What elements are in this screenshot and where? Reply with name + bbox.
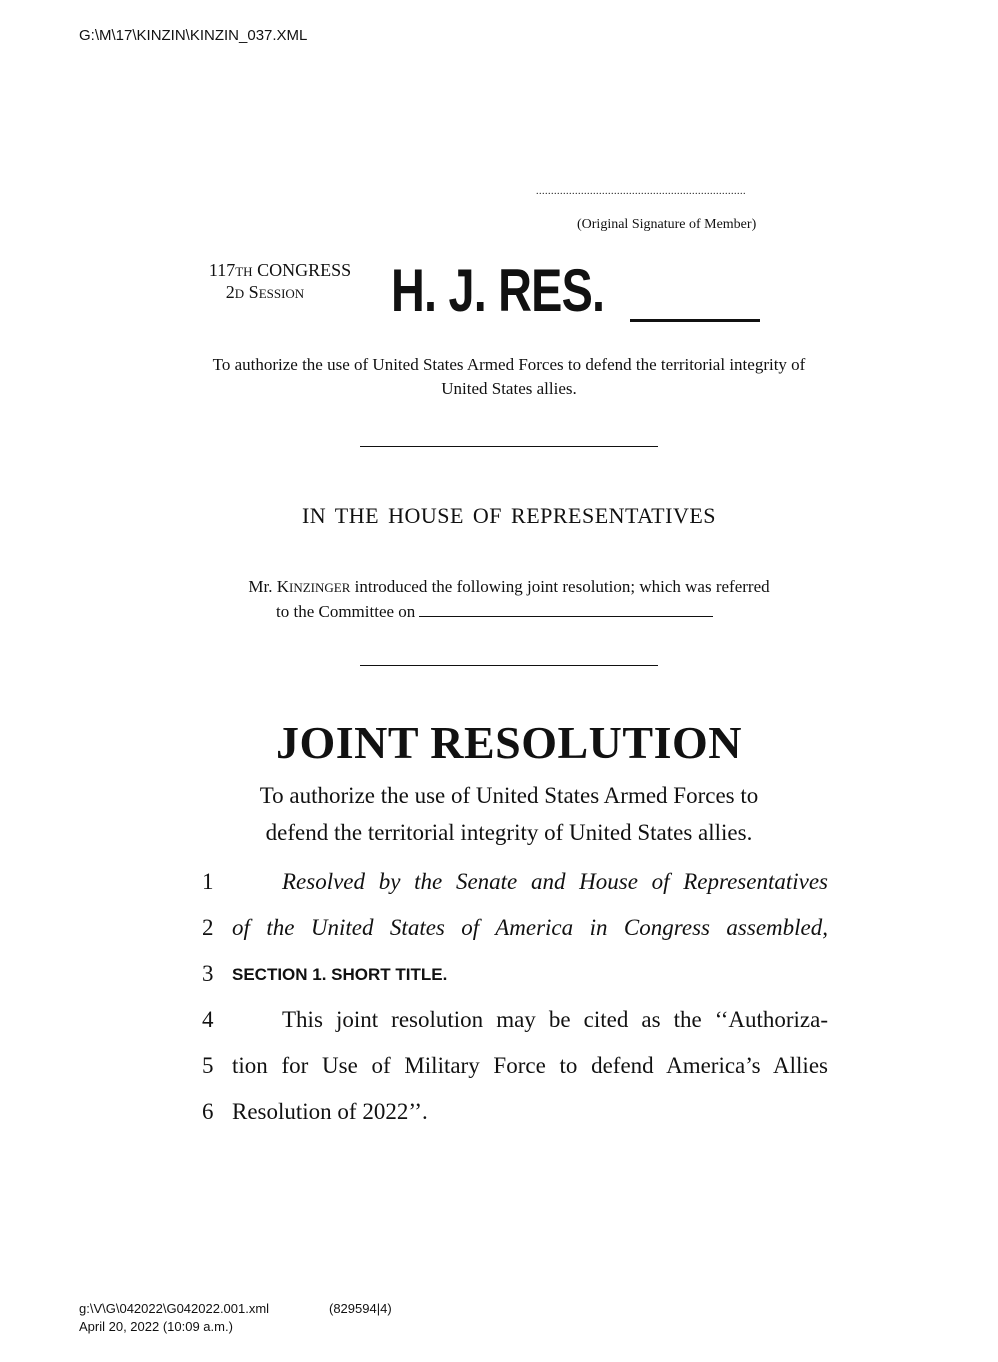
line-number: 5 — [202, 1053, 214, 1078]
document-type-heading: JOINT RESOLUTION — [275, 717, 742, 768]
long-title-line-1: To authorize the use of United States Armed Forces to — [259, 783, 759, 808]
line-number: 2 — [202, 915, 214, 940]
divider-rule-bottom — [360, 665, 658, 666]
bill-number-blank — [630, 319, 760, 322]
short-description: To authorize the use of United States Armed Forces to defend the territorial integrity of United States allies. — [212, 355, 806, 398]
body-line-4: This joint resolution may be cited as the ‘‘Authoriza- — [282, 1007, 828, 1032]
long-title — [170, 777, 848, 851]
introduction-text: introduced the following joint resolution; which was referred — [354, 577, 770, 596]
session-word-initial: S — [248, 282, 259, 302]
line-number: 6 — [202, 1099, 214, 1124]
signature-line: ...................................................................... — [536, 188, 746, 196]
introduction-paragraph — [190, 575, 828, 624]
long-title-line-2: defend the territorial integrity of United States allies. — [265, 820, 753, 845]
footer-date: April 20, 2022 (10:09 a.m.) — [79, 1319, 233, 1334]
congress-number: 117 — [208, 260, 236, 280]
congress-session-block — [188, 260, 372, 304]
line-number: 3 — [202, 961, 214, 986]
sponsor-name: KINZINGER — [276, 577, 351, 596]
footer-code: (829594|4) — [329, 1301, 392, 1316]
bill-type: H. J. RES. — [391, 257, 605, 324]
body-line-2: of the United States of America in Congress assembled, — [232, 915, 828, 940]
introduction-line-1 — [190, 575, 828, 600]
body-line-1: Resolved by the Senate and House of Representatives — [282, 869, 828, 894]
body-line-6: Resolution of 2022’’. — [232, 1099, 428, 1124]
signature-label: (Original Signature of Member) — [577, 217, 757, 232]
committee-text: to the Committee on — [276, 602, 416, 621]
footer-file-path: g:\V\G\042022\G042022.001.xml — [79, 1301, 270, 1316]
sponsor-title: Mr. — [248, 577, 273, 596]
line-number: 4 — [202, 1007, 214, 1032]
body-line-5: tion for Use of Military Force to defend America’s Allies — [232, 1053, 828, 1078]
congress-number-suffix: TH — [235, 264, 253, 279]
chamber-heading: IN THE HOUSE OF REPRESENTATIVES — [301, 503, 716, 528]
session-line — [158, 282, 372, 304]
congress-word: CONGRESS — [257, 260, 352, 280]
section-heading: SECTION 1. SHORT TITLE. — [232, 965, 448, 984]
congress-line — [188, 260, 372, 282]
divider-rule-top — [360, 446, 658, 447]
introduction-line-2 — [190, 600, 828, 624]
committee-blank — [419, 604, 713, 617]
line-number: 1 — [202, 869, 214, 894]
session-word-rest: ESSION — [258, 286, 305, 301]
session-number-suffix: D — [234, 286, 245, 301]
file-path: G:\M\17\KINZIN\KINZIN_037.XML — [79, 27, 308, 44]
session-number: 2 — [225, 282, 235, 302]
